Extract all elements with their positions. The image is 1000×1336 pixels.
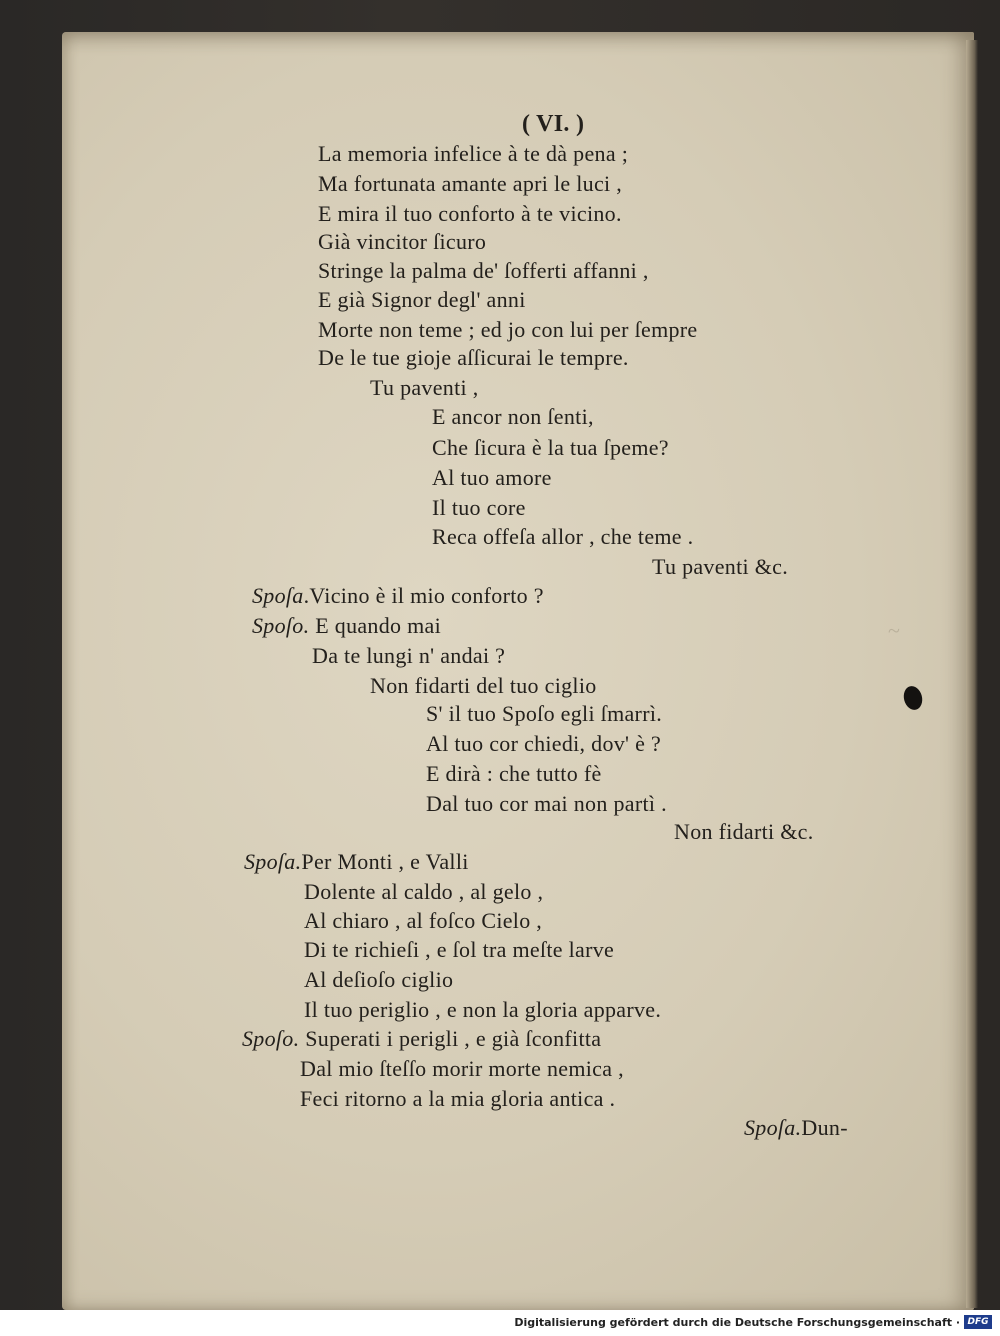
dialogue-text: Per Monti , e Valli bbox=[301, 849, 469, 874]
aria-line: Il tuo core bbox=[432, 495, 526, 520]
dialogue-line bbox=[252, 612, 441, 640]
page-number: ( VI. ) bbox=[522, 111, 585, 137]
verse-line: Al deſioſo ciglio bbox=[304, 967, 454, 992]
aria-line: Che ſicura è la tua ſpeme? bbox=[432, 435, 669, 460]
dialogue-text: Superati i perigli , e già ſconfitta bbox=[305, 1026, 602, 1051]
dialogue-line bbox=[244, 848, 469, 876]
verse-line: La memoria infelice à te dà pena ; bbox=[318, 141, 629, 166]
speaker-label: Spoſo. bbox=[252, 613, 310, 638]
dialogue-text: E quando mai bbox=[315, 613, 442, 638]
aria-line: S' il tuo Spoſo egli ſmarrì. bbox=[426, 701, 663, 726]
aria-line: Tu paventi , bbox=[370, 375, 479, 400]
verse-line: Ma fortunata amante apri le luci , bbox=[318, 171, 623, 196]
funding-notice: Digitalisierung gefördert durch die Deutsche Forschungsgemeinschaft · bbox=[514, 1316, 960, 1329]
verse-line: Stringe la palma de' ſofferti affanni , bbox=[318, 258, 649, 283]
dfg-logo-icon: DFG bbox=[964, 1315, 992, 1329]
dialogue-line bbox=[252, 582, 544, 610]
footer-bar bbox=[0, 1310, 1000, 1336]
speaker-label: Spoſo. bbox=[242, 1026, 300, 1051]
verse-line: E già Signor degl' anni bbox=[318, 287, 526, 312]
verse-line: Morte non teme ; ed jo con lui per ſempre bbox=[318, 317, 698, 342]
bleed-through-mark: ~ bbox=[888, 618, 900, 643]
speaker-label: Spoſa bbox=[252, 583, 304, 608]
dialogue-line bbox=[242, 1025, 601, 1053]
speaker-label: Spoſa. bbox=[744, 1115, 802, 1140]
page-edge bbox=[966, 40, 978, 1308]
verse-line: Dal mio ſteſſo morir morte nemica , bbox=[300, 1056, 624, 1081]
verse-line: Già vincitor ſicuro bbox=[318, 229, 487, 254]
verse-line: De le tue gioje aſſicurai le tempre. bbox=[318, 345, 629, 370]
aria-line: Dal tuo cor mai non partì . bbox=[426, 791, 667, 816]
verse-line: E mira il tuo conforto à te vicino. bbox=[318, 201, 622, 226]
aria-line: Al tuo amore bbox=[432, 465, 552, 490]
da-capo-line: Tu paventi &c. bbox=[652, 554, 788, 579]
catchword-text: Dun- bbox=[801, 1115, 848, 1140]
verse-line: Dolente al caldo , al gelo , bbox=[304, 879, 544, 904]
aria-line: Al tuo cor chiedi, dov' è ? bbox=[426, 731, 662, 756]
aria-line: E ancor non ſenti, bbox=[432, 404, 594, 429]
verse-line: Feci ritorno a la mia gloria antica . bbox=[300, 1086, 616, 1111]
catchword bbox=[744, 1114, 848, 1142]
aria-line: Non fidarti del tuo ciglio bbox=[370, 673, 597, 698]
verse-line: Il tuo periglio , e non la gloria apparve. bbox=[304, 997, 662, 1022]
verse-line: Al chiaro , al foſco Cielo , bbox=[304, 908, 543, 933]
da-capo-line: Non fidarti &c. bbox=[674, 819, 814, 844]
speaker-label: Spoſa. bbox=[244, 849, 302, 874]
aria-line: E dirà : che tutto fè bbox=[426, 761, 602, 786]
dialogue-text: .Vicino è il mio conforto ? bbox=[303, 583, 544, 608]
verse-line: Di te richieſi , e ſol tra meſte larve bbox=[304, 937, 615, 962]
verse-line: Da te lungi n' andai ? bbox=[312, 643, 506, 668]
aria-line: Reca offeſa allor , che teme . bbox=[432, 524, 694, 549]
